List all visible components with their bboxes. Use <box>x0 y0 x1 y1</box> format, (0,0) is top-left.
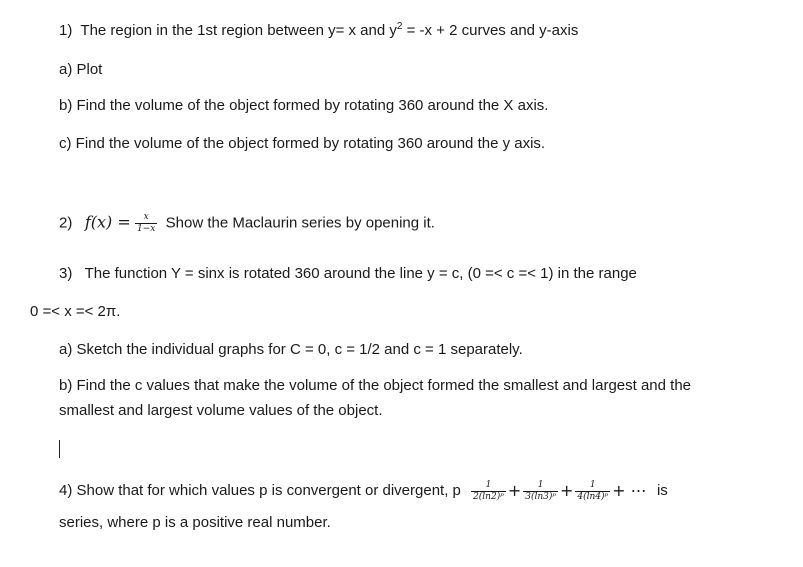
text-cursor <box>59 440 60 458</box>
q1-text-a: The region in the 1st region between y= x and y <box>80 22 397 39</box>
q4-plus-2: + <box>559 481 574 501</box>
q1-heading <box>59 21 578 41</box>
q2-text: Show the Maclaurin series by opening it. <box>165 214 435 232</box>
q4-text: 4) Show that for which values p is convergent or divergent, p <box>59 482 461 500</box>
q2-heading <box>59 212 435 235</box>
q1-superscript: 2 <box>396 21 403 32</box>
q4-term-1-den: 2(ln2)ᵖ <box>473 491 504 502</box>
q4-heading <box>59 476 668 506</box>
q3-range: 0 =< x =< 2π. <box>30 303 121 320</box>
q2-function: f(x) = <box>84 212 131 232</box>
q4-term-2 <box>523 480 558 503</box>
q3-heading <box>59 264 637 284</box>
q4-term-1-num: 1 <box>471 480 506 492</box>
q1-text-b: = -x + 2 curves and y-axis <box>402 22 579 39</box>
q4-line2: series, where p is a positive real number. <box>59 514 331 531</box>
q2-number: 2) <box>59 214 73 232</box>
q4-term-3-den: 4(ln4)ᵖ <box>577 491 609 502</box>
q1-part-c: c) Find the volume of the object formed by rotating 360 around the y axis. <box>59 135 546 152</box>
q4-is: is <box>656 482 668 500</box>
q1-part-a: a) Plot <box>59 61 103 78</box>
q4-term-2-den: 3(ln3)ᵖ <box>525 491 556 502</box>
q4-plus-1: + <box>507 481 522 501</box>
q3-part-a: a) Sketch the individual graphs for C = 0, c = 1/2 and c = 1 separately. <box>59 341 523 358</box>
q4-term-1 <box>471 480 506 503</box>
q3-part-b-line2: smallest and largest volume values of the object. <box>59 402 383 419</box>
q1-number: 1) <box>59 22 73 39</box>
q1-part-b: b) Find the volume of the object formed by rotating 360 around the X axis. <box>59 97 549 114</box>
q4-term-3 <box>575 480 610 503</box>
q3-text: The function Y = sinx is rotated 360 around the line y = c, (0 =< c =< 1) in the range <box>84 265 637 282</box>
q2-fraction-denominator: 1−x <box>136 224 156 234</box>
q3-number: 3) <box>59 265 73 282</box>
q4-ellipsis: + ⋯ <box>612 481 647 501</box>
q4-term-2-num: 1 <box>523 480 558 492</box>
q2-fraction <box>135 212 157 235</box>
q3-part-b-line1: b) Find the c values that make the volume of the object formed the smallest and largest and the <box>59 377 692 394</box>
q4-term-3-num: 1 <box>575 480 610 492</box>
q2-fraction-numerator: x <box>135 212 157 224</box>
